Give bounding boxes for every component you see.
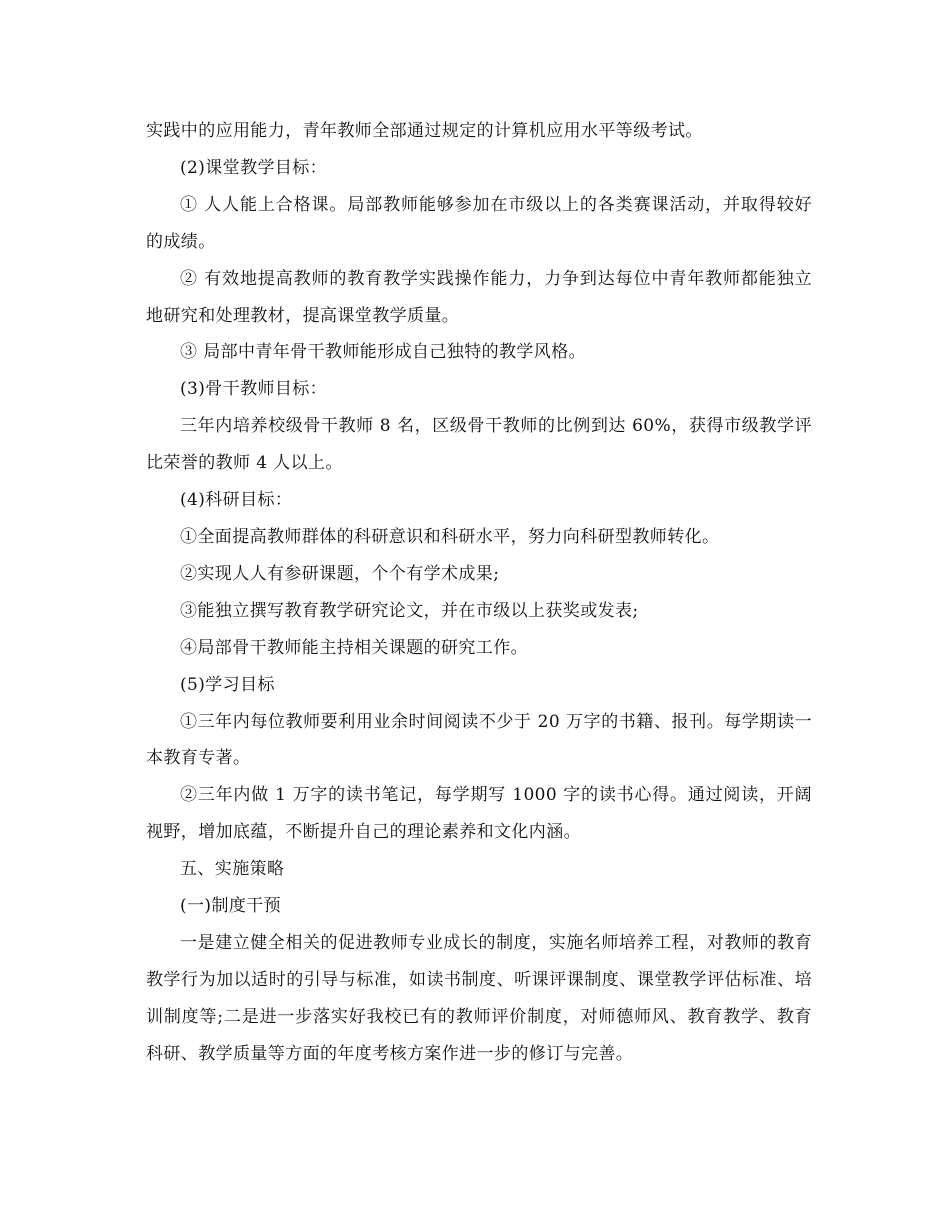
paragraph-1: 实践中的应用能力，青年教师全部通过规定的计算机应用水平等级考试。 — [146, 121, 703, 141]
paragraph-research-2: ②实现人人有参研课题，个个有学术成果; — [180, 563, 500, 584]
paragraph-classroom-3: ③ 局部中青年骨干教师能形成自己独特的教学风格。 — [180, 342, 587, 363]
paragraph-classroom-2: ② 有效地提高教师的教育教学实践操作能力，力争到达每位中青年教师都能独立地研究和处理教材，提高课堂教学质量。 — [146, 268, 812, 326]
paragraph-institutional: 一是建立健全相关的促进教师专业成长的制度，实施名师培养工程，对教师的教育教学行为加以适时的引导与标准，如读书制度、听课评课制度、课堂教学评估标准、培训制度等;二是进一步落实好我校已有的教师评价制度，对师德师风、教育教学、教育科研、教学质量等方面的年度考核方案作进一步的修订与完善。 — [146, 932, 812, 1064]
heading-study-goals: (5)学习目标 — [180, 674, 275, 695]
heading-classroom-goals: (2)课堂教学目标： — [180, 157, 328, 178]
heading-implementation: 五、实施策略 — [180, 859, 285, 880]
document-page — [146, 113, 812, 1073]
paragraph-study-2: ②三年内做 1 万字的读书笔记，每学期写 1000 字的读书心得。通过阅读，开阔视野，增加底蕴，不断提升自己的理论素养和文化内涵。 — [146, 785, 812, 843]
heading-backbone-goals: (3)骨干教师目标： — [180, 379, 328, 400]
heading-institutional: (一)制度干预 — [180, 896, 282, 917]
heading-research-goals: (4)科研目标： — [180, 490, 293, 511]
paragraph-research-1: ①全面提高教师群体的科研意识和科研水平，努力向科研型教师转化。 — [180, 526, 720, 547]
paragraph-research-4: ④局部骨干教师能主持相关课题的研究工作。 — [180, 637, 528, 658]
paragraph-classroom-1: ① 人人能上合格课。局部教师能够参加在市级以上的各类赛课活动，并取得较好的成绩。 — [146, 194, 812, 252]
paragraph-research-3: ③能独立撰写教育教学研究论文，并在市级以上获奖或发表; — [180, 600, 639, 621]
paragraph-study-1: ①三年内每位教师要利用业余时间阅读不少于 20 万字的书籍、报刊。每学期读一本教育专著。 — [146, 711, 812, 769]
paragraph-backbone: 三年内培养校级骨干教师 8 名，区级骨干教师的比例到达 60%，获得市级教学评比荣誉的教师 4 人以上。 — [146, 416, 812, 474]
